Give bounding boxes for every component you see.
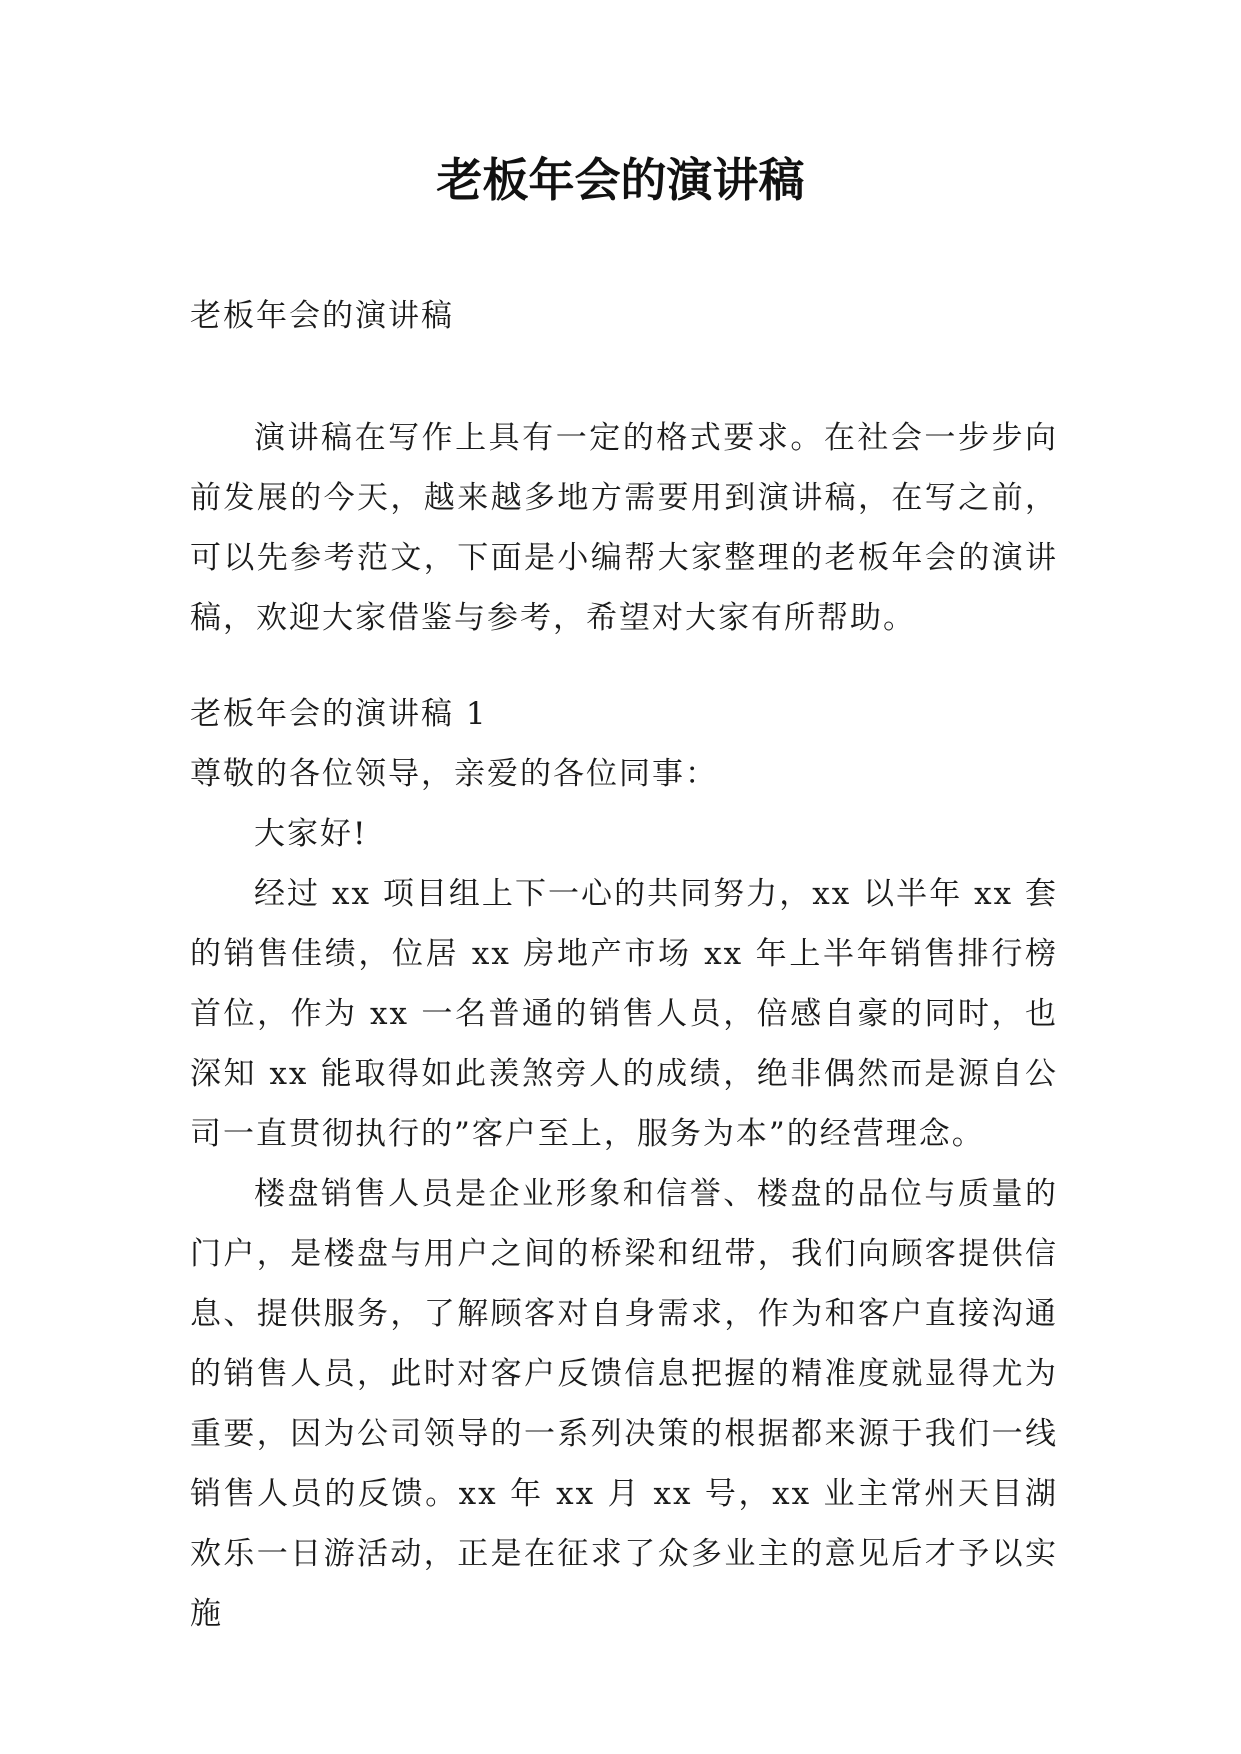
document-body [190, 286, 1058, 1644]
intro-paragraph: 演讲稿在写作上具有一定的格式要求。在社会一步步向前发展的今天，越来越多地方需要用到演讲稿，在写之前，可以先参考范文，下面是小编帮大家整理的老板年会的演讲稿，欢迎大家借鉴与参考，希望对大家有所帮助。 [190, 420, 1058, 636]
salutation-line: 尊敬的各位领导，亲爱的各位同事： [190, 756, 718, 792]
body-paragraph: 楼盘销售人员是企业形象和信誉、楼盘的品位与质量的门户，是楼盘与用户之间的桥梁和纽带，我们向顾客提供信息、提供服务，了解顾客对自身需求，作为和客户直接沟通的销售人员，此时对客户反馈信息把握的精准度就显得尤为重要，因为公司领导的一系列决策的根据都来源于我们一线销售人员的反馈。xx 年 xx 月 xx 号，xx 业主常州天目湖欢乐一日游活动，正是在征求了众多业主的意见后才予以实施 [190, 1176, 1058, 1632]
document-subtitle: 老板年会的演讲稿 [190, 298, 454, 334]
body-paragraph: 经过 xx 项目组上下一心的共同努力，xx 以半年 xx 套的销售佳绩，位居 xx 房地产市场 xx 年上半年销售排行榜首位，作为 xx 一名普通的销售人员，倍感自豪的同时，也深知 xx 能取得如此羡煞旁人的成绩，绝非偶然而是源自公司一直贯彻执行的”客户至上，服务为本”的经营理念。 [190, 876, 1058, 1152]
section-heading: 老板年会的演讲稿 1 [190, 696, 488, 732]
greeting-line: 大家好! [254, 816, 368, 852]
document-title: 老板年会的演讲稿 [436, 153, 805, 207]
